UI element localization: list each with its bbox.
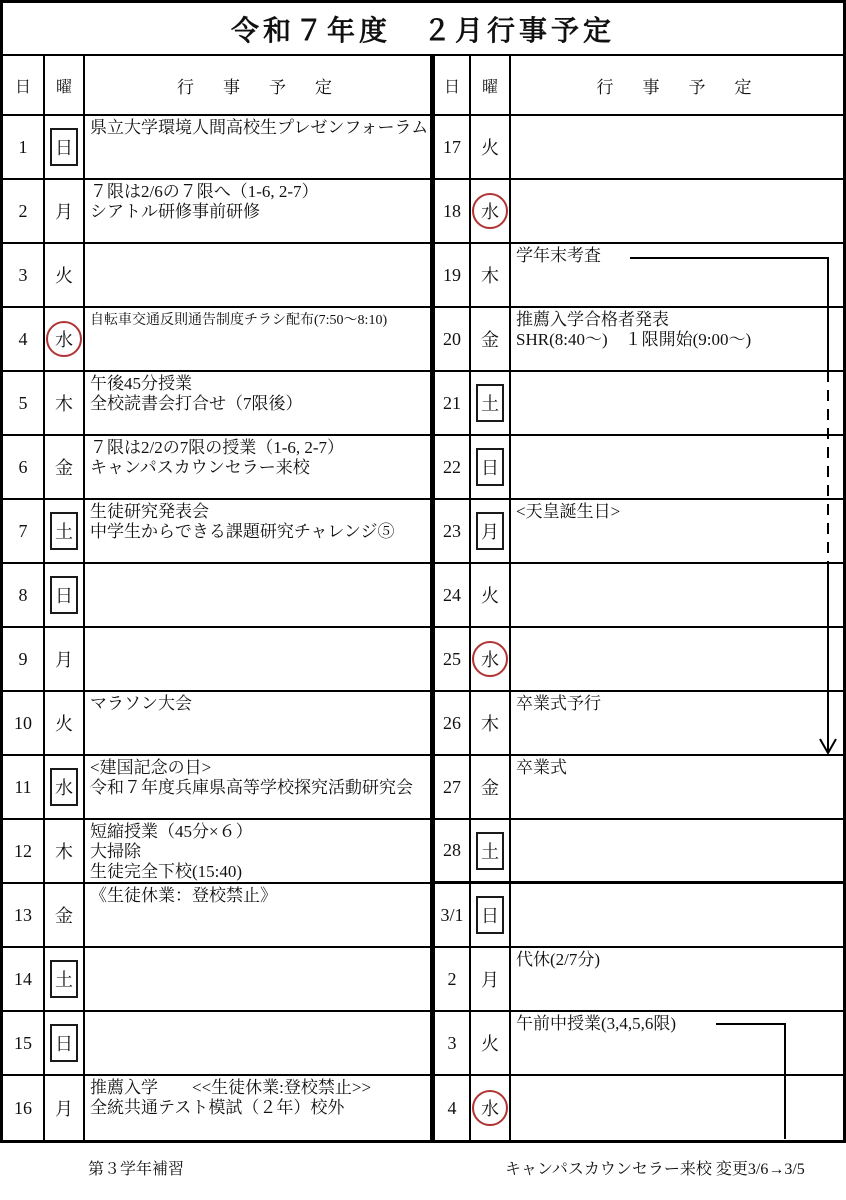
day-number: 5	[3, 372, 45, 434]
event-text: 午後45分授業	[90, 374, 192, 393]
header-day-label: 日	[3, 56, 45, 114]
calendar-row-13	[3, 884, 430, 948]
events-cell	[85, 116, 430, 178]
weekday-cell	[471, 180, 511, 242]
events-cell	[85, 1076, 430, 1140]
weekday-cell	[45, 436, 85, 498]
weekday-box-mark: 水	[50, 768, 78, 806]
events-cell	[511, 948, 843, 1010]
events-cell	[511, 692, 843, 754]
day-number: 14	[3, 948, 45, 1010]
events-cell	[511, 1012, 843, 1074]
calendar-row-12	[3, 820, 430, 884]
events-cell	[85, 180, 430, 242]
calendar-row-26	[435, 692, 843, 756]
event-text: 卒業式予行	[516, 694, 601, 713]
event-text: 《生徒休業：登校禁止》	[90, 886, 277, 905]
calendar-row-23	[435, 500, 843, 564]
event-text: キャンパスカウンセラー来校	[90, 458, 310, 477]
event-text: 学年末考査	[516, 246, 601, 265]
day-number: 2	[3, 180, 45, 242]
weekday-cell	[471, 820, 511, 881]
weekday-cell	[471, 948, 511, 1010]
calendar-row-18	[435, 180, 843, 244]
day-number: 9	[3, 628, 45, 690]
calendar-row-2	[3, 180, 430, 244]
left-header-row	[3, 56, 430, 116]
footer-note-counselor-change: キャンパスカウンセラー来校 変更3/6→3/5	[505, 1161, 805, 1178]
calendar-row-28	[435, 820, 843, 884]
weekday-cell	[471, 692, 511, 754]
events-cell	[511, 1076, 843, 1140]
weekday-cell	[45, 180, 85, 242]
events-cell	[511, 116, 843, 178]
calendar-row-20	[435, 308, 843, 372]
event-text: 午前中授業(3,4,5,6限)	[516, 1014, 677, 1033]
day-number: 8	[3, 564, 45, 626]
weekday-cell	[45, 564, 85, 626]
right-header-row	[435, 56, 843, 116]
calendar-row-19	[435, 244, 843, 308]
event-text: 中学生からできる課題研究チャレンジ⑤	[90, 522, 395, 541]
event-text: SHR(8:40～) １限開始(9:00～)	[516, 330, 752, 349]
events-cell	[85, 244, 430, 306]
day-number: 23	[435, 500, 471, 562]
right-half-table	[432, 56, 843, 1140]
left-half-table	[3, 56, 432, 1140]
calendar-row-3	[435, 1012, 843, 1076]
calendar-row-1	[3, 116, 430, 180]
weekday-cell	[45, 116, 85, 178]
weekday-cell	[471, 308, 511, 370]
day-number: 18	[435, 180, 471, 242]
calendar-row-3	[3, 244, 430, 308]
calendar-row-27	[435, 756, 843, 820]
weekday-label: 金	[55, 458, 73, 478]
weekday-label: 月	[55, 650, 73, 670]
weekday-cell	[45, 500, 85, 562]
event-text: 全校読書会打合せ（7限後）	[90, 394, 303, 413]
table-body	[3, 56, 843, 1140]
event-text: 生徒研究発表会	[90, 502, 209, 521]
weekday-cell	[471, 756, 511, 818]
events-cell	[511, 756, 843, 818]
weekday-box-mark: 土	[50, 512, 78, 550]
day-number: 4	[3, 308, 45, 370]
weekday-cell	[471, 1012, 511, 1074]
weekday-cell	[45, 692, 85, 754]
weekday-red-circle-mark: 水	[46, 321, 82, 357]
day-number: 28	[435, 820, 471, 881]
day-number: 11	[3, 756, 45, 818]
weekday-red-circle-mark: 水	[472, 1090, 508, 1126]
events-cell	[85, 308, 430, 370]
day-number: 20	[435, 308, 471, 370]
calendar-row-6	[3, 436, 430, 500]
day-number: 3	[3, 244, 45, 306]
weekday-box-mark: 日	[50, 576, 78, 614]
events-cell	[85, 628, 430, 690]
header-weekday-label: 曜	[471, 56, 511, 114]
events-cell	[85, 692, 430, 754]
day-number: 13	[3, 884, 45, 946]
weekday-label: 月	[55, 202, 73, 222]
event-text: 代休(2/7分)	[516, 950, 601, 969]
calendar-row-21	[435, 372, 843, 436]
weekday-cell	[471, 564, 511, 626]
weekday-label: 木	[481, 266, 499, 286]
weekday-box-mark: 日	[476, 448, 504, 486]
weekday-label: 月	[481, 970, 499, 990]
day-number: 7	[3, 500, 45, 562]
events-cell	[511, 628, 843, 690]
day-number: 2	[435, 948, 471, 1010]
weekday-label: 火	[55, 714, 73, 734]
weekday-label: 火	[55, 266, 73, 286]
calendar-row-25	[435, 628, 843, 692]
calendar-row-11	[3, 756, 430, 820]
weekday-cell	[45, 628, 85, 690]
weekday-cell	[471, 628, 511, 690]
calendar-row-8	[3, 564, 430, 628]
weekday-cell	[45, 1012, 85, 1074]
weekday-cell	[471, 372, 511, 434]
weekday-cell	[45, 820, 85, 882]
events-cell	[511, 820, 843, 881]
weekday-cell	[45, 1076, 85, 1140]
weekday-label: 木	[55, 842, 73, 862]
calendar-row-10	[3, 692, 430, 756]
events-cell	[85, 884, 430, 946]
title-row	[3, 3, 843, 56]
event-text: <建国記念の日>	[90, 758, 212, 777]
event-text: 推薦入学合格者発表	[516, 310, 669, 329]
day-number: 17	[435, 116, 471, 178]
calendar-row-22	[435, 436, 843, 500]
events-cell	[511, 372, 843, 434]
calendar-row-4	[3, 308, 430, 372]
calendar-row-4	[435, 1076, 843, 1140]
events-cell	[85, 948, 430, 1010]
events-cell	[511, 180, 843, 242]
weekday-cell	[45, 884, 85, 946]
events-cell	[85, 436, 430, 498]
events-cell	[85, 820, 430, 882]
weekday-red-circle-mark: 水	[472, 641, 508, 677]
event-text: <天皇誕生日>	[516, 502, 621, 521]
day-number: 4	[435, 1076, 471, 1140]
weekday-label: 火	[481, 586, 499, 606]
weekday-cell	[471, 500, 511, 562]
header-events-label: 行 事 予 定	[596, 77, 758, 97]
events-cell	[511, 244, 843, 306]
day-number: 26	[435, 692, 471, 754]
day-number: 24	[435, 564, 471, 626]
day-number: 3/1	[435, 884, 471, 946]
event-text: マラソン大会	[90, 694, 192, 713]
weekday-label: 木	[55, 394, 73, 414]
calendar-row-15	[3, 1012, 430, 1076]
events-cell	[85, 756, 430, 818]
weekday-cell	[471, 884, 511, 946]
weekday-cell	[471, 244, 511, 306]
weekday-cell	[45, 756, 85, 818]
event-text: 令和７年度兵庫県高等学校探究活動研究会	[90, 778, 413, 797]
weekday-label: 火	[481, 1034, 499, 1054]
event-text: 県立大学環境人間高校生プレゼンフォーラム	[90, 118, 429, 137]
page-title: 令和７年度 ２月行事予定	[230, 15, 615, 47]
calendar-row-16	[3, 1076, 430, 1140]
weekday-box-mark: 土	[476, 384, 504, 422]
events-cell	[511, 564, 843, 626]
weekday-cell	[45, 308, 85, 370]
calendar-row-24	[435, 564, 843, 628]
weekday-cell	[45, 948, 85, 1010]
day-number: 21	[435, 372, 471, 434]
events-cell	[511, 884, 843, 946]
weekday-box-mark: 日	[50, 128, 78, 166]
day-number: 22	[435, 436, 471, 498]
event-text: シアトル研修事前研修	[90, 202, 260, 221]
day-number: 1	[3, 116, 45, 178]
events-cell	[511, 436, 843, 498]
event-text: ７限は2/2の7限の授業（1-6, 2-7）	[90, 438, 345, 457]
event-text: 全統共通テスト模試（２年）校外	[90, 1098, 345, 1117]
header-events-label: 行 事 予 定	[177, 77, 338, 97]
weekday-box-mark: 日	[50, 1024, 78, 1062]
day-number: 25	[435, 628, 471, 690]
calendar-row-7	[3, 500, 430, 564]
day-number: 12	[3, 820, 45, 882]
day-number: 6	[3, 436, 45, 498]
calendar-row-14	[3, 948, 430, 1012]
events-cell	[511, 500, 843, 562]
weekday-label: 金	[481, 330, 499, 350]
day-number: 15	[3, 1012, 45, 1074]
weekday-label: 火	[481, 138, 499, 158]
event-text: 生徒完全下校(15:40)	[90, 862, 243, 881]
weekday-label: 金	[55, 906, 73, 926]
event-text: 短縮授業（45分×６）	[90, 822, 253, 841]
weekday-red-circle-mark: 水	[472, 193, 508, 229]
calendar-row-9	[3, 628, 430, 692]
calendar-row-2	[435, 948, 843, 1012]
weekday-cell	[471, 1076, 511, 1140]
day-number: 27	[435, 756, 471, 818]
header-day-label: 日	[435, 56, 471, 114]
day-number: 16	[3, 1076, 45, 1140]
events-cell	[85, 500, 430, 562]
calendar-row-17	[435, 116, 843, 180]
event-text: 大掃除	[90, 842, 141, 861]
weekday-label: 木	[481, 714, 499, 734]
events-cell	[85, 372, 430, 434]
event-text: 推薦入学 <<生徒休業:登校禁止>>	[90, 1078, 372, 1097]
weekday-box-mark: 土	[476, 832, 504, 870]
weekday-cell	[45, 372, 85, 434]
event-text: 自転車交通反則通告制度チラシ配布(7:50～8:10)	[90, 313, 388, 328]
calendar-row-5	[3, 372, 430, 436]
event-text: 卒業式	[516, 758, 567, 777]
weekday-box-mark: 土	[50, 960, 78, 998]
calendar-row-3-1	[435, 884, 843, 948]
day-number: 19	[435, 244, 471, 306]
day-number: 10	[3, 692, 45, 754]
weekday-box-mark: 日	[476, 896, 504, 934]
weekday-label: 月	[55, 1099, 73, 1119]
weekday-cell	[471, 116, 511, 178]
day-number: 3	[435, 1012, 471, 1074]
weekday-cell	[471, 436, 511, 498]
events-cell	[85, 1012, 430, 1074]
events-cell	[511, 308, 843, 370]
events-cell	[85, 564, 430, 626]
footer-note-supplementary-lessons: 第３学年補習	[88, 1161, 185, 1178]
weekday-label: 金	[481, 778, 499, 798]
header-weekday-label: 曜	[45, 56, 85, 114]
weekday-box-mark: 月	[476, 512, 504, 550]
event-text: ７限は2/6の７限へ（1-6, 2-7）	[90, 182, 319, 201]
weekday-cell	[45, 244, 85, 306]
